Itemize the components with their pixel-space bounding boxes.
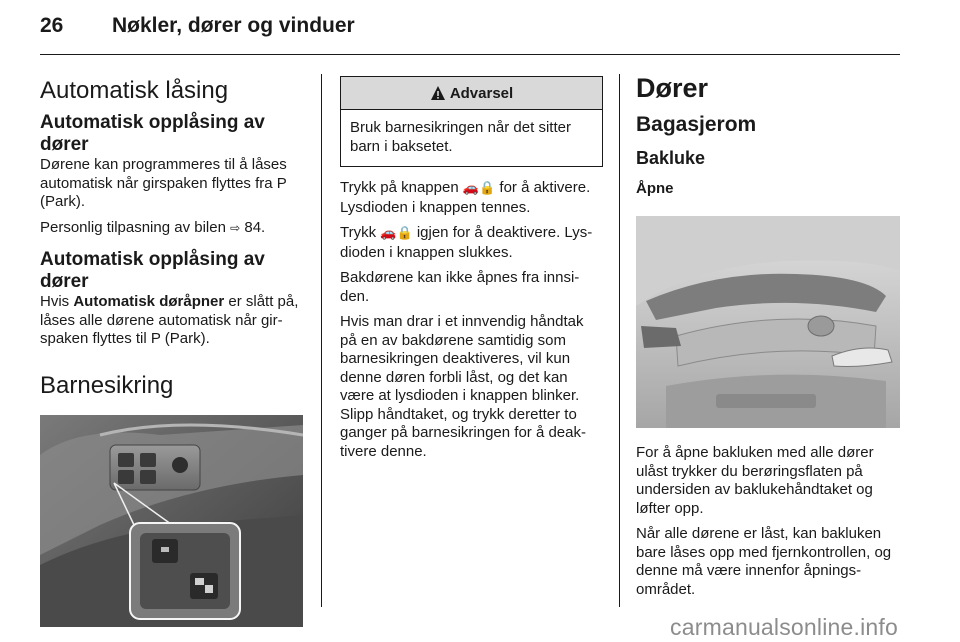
paragraph-tailgate-open: For å åpne bakluken med alle dører ulåst trykker du berøringsflaten på undersiden av baklukehåndtaket og løfter opp. bbox=[636, 444, 874, 517]
section-title-child-lock: Barnesikring bbox=[40, 371, 174, 399]
paragraph-activate bbox=[340, 179, 603, 217]
cross-reference-arrow-icon: ⇨ bbox=[230, 220, 241, 235]
text-rest: er slått på, låses alle dørene automatisk når gir-spaken flyttes til P (Park). bbox=[40, 293, 299, 347]
section-title-automatic-locking: Automatisk låsing bbox=[40, 77, 229, 104]
paragraph-personalization bbox=[40, 219, 306, 238]
tailgate-opening-photo bbox=[636, 216, 900, 428]
subsection-title-open: Åpne bbox=[636, 180, 674, 197]
page-number: 26 bbox=[40, 14, 64, 37]
personalization-text: Personlig tilpasning av bilen bbox=[40, 218, 226, 236]
paragraph-rear-doors: Bakdørene kan ikke åpnes fra innsi-den. bbox=[340, 269, 580, 305]
section-title-doors: Dører bbox=[636, 73, 709, 103]
paragraph-handle-note: Hvis man drar i et innvendig håndtak på en av bakdørene samtidig som barnesikringen deaktiveres, vil kun denne døren forbli låst, og det kan være at lysdioden i knappen blinker. Slipp håndtaket, og trykk deretter to ganger på barnesikringen for å deak-tivere denne. bbox=[340, 313, 586, 460]
watermark: carmanualsonline.info bbox=[670, 614, 898, 640]
warning-header bbox=[341, 77, 602, 110]
child-lock-button-icon: 🚗🔒 bbox=[380, 226, 413, 241]
paragraph-tailgate-locked: Når alle dørene er låst, kan bakluken bare låses opp med fjernkontrollen, og denne må være innenfor åpnings-området. bbox=[636, 525, 892, 598]
column-3 bbox=[636, 72, 902, 599]
subsection-title-luggage: Bagasjerom bbox=[636, 113, 757, 136]
column-1 bbox=[40, 70, 306, 627]
subsection-title-auto-unlock-2: Automatisk opplåsing av dører bbox=[40, 249, 265, 292]
personalization-page-ref[interactable]: 84. bbox=[244, 218, 266, 236]
activate-text-a: Trykk på knappen bbox=[340, 179, 459, 196]
child-lock-button-icon: 🚗🔒 bbox=[462, 181, 496, 196]
warning-triangle-icon bbox=[430, 85, 446, 101]
warning-title: Advarsel bbox=[449, 84, 514, 102]
child-lock-door-panel-photo bbox=[40, 415, 303, 627]
warning-text: Bruk barnesikringen når det sitter barn i baksetet. bbox=[350, 119, 571, 155]
deactivate-text-b: igjen for å deaktivere. Lys-dioden i knappen slukkes. bbox=[340, 224, 593, 261]
activate-text-b: for å aktivere. Lysdioden i knappen tennes. bbox=[340, 179, 591, 216]
subsection-title-tailgate: Bakluke bbox=[636, 148, 706, 168]
column-divider-1 bbox=[321, 74, 322, 607]
warning-box bbox=[340, 76, 603, 167]
header-rule bbox=[40, 54, 900, 55]
setting-name-auto-door-opener: Automatisk døråpner bbox=[73, 293, 225, 310]
column-2 bbox=[340, 76, 603, 461]
paragraph-auto-lock: Dørene kan programmeres til å låses automatisk når girspaken flyttes fra P (Park). bbox=[40, 156, 287, 210]
chapter-title: Nøkler, dører og vinduer bbox=[112, 14, 355, 37]
paragraph-deactivate bbox=[340, 224, 603, 262]
deactivate-text-a: Trykk bbox=[340, 224, 377, 241]
subsection-title-auto-unlock-1: Automatisk opplåsing av dører bbox=[40, 112, 265, 155]
text-lead: Hvis bbox=[40, 293, 70, 310]
column-divider-2 bbox=[619, 74, 620, 607]
paragraph-auto-door-opener bbox=[40, 293, 306, 349]
